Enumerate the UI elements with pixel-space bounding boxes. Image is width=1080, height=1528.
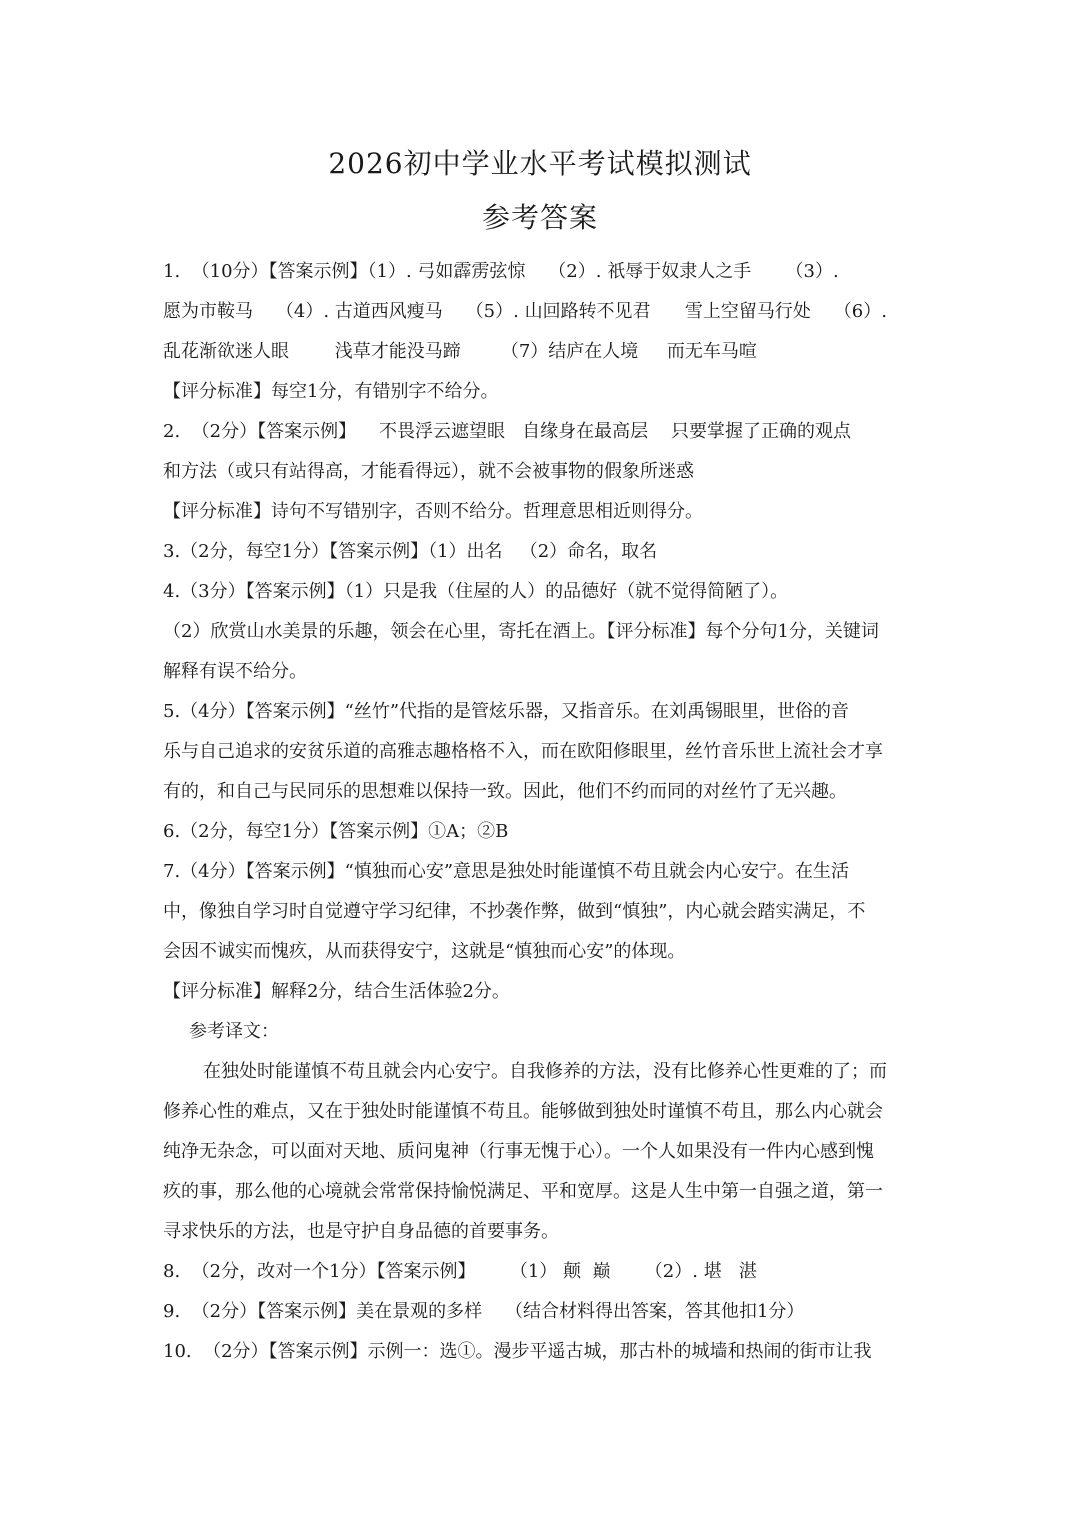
answer-line-q6: 6.（2分，每空1分）【答案示例】①A；②B [163,821,509,842]
answer-line-q10: 10. （2分）【答案示例】示例一：选①。漫步平遥古城，那古朴的城墙和热闹的街市让我 [163,1341,872,1362]
answer-line-q5-b: 乐与自己追求的安贫乐道的高雅志趣格格不入，而在欧阳修眼里，丝竹音乐世上流社会才享 [163,741,883,762]
translation-line-4: 疚的事，那么他的心境就会常常保持愉悦满足、平和宽厚。这是人生中第一自强之道，第一 [163,1181,883,1202]
answer-line-q8: 8. （2分，改对一个1分）【答案示例】 （1） 颠 巅 （2）. 堪 湛 [163,1261,757,1282]
answer-line-q3: 3.（2分，每空1分）【答案示例】（1）出名 （2）命名，取名 [163,541,658,562]
translation-line-5: 寻求快乐的方法，也是守护自身品德的首要事务。 [163,1221,559,1242]
answer-line-q4-c: 解释有误不给分。 [163,661,307,682]
answer-line-q2-b: 和方法（或只有站得高，才能看得远），就不会被事物的假象所迷惑 [163,461,694,482]
scoring-line-q7: 【评分标准】解释2分，结合生活体验2分。 [163,981,510,1002]
answer-line-q4-a: 4.（3分）【答案示例】（1）只是我（住屋的人）的品德好（就不觉得简陋了）。 [163,581,789,602]
answer-line-q9: 9. （2分）【答案示例】美在景观的多样 （结合材料得出答案，答其他扣1分） [163,1301,805,1322]
answer-line-q2-a: 2. （2分）【答案示例】 不畏浮云遮望眼 自缘身在最高层 只要掌握了正确的观点 [163,421,852,442]
answer-line-q1-c: 乱花渐欲迷人眼 浅草才能没马蹄 （7）结庐在人境 而无车马喧 [163,341,757,362]
answer-line-q4-b: （2）欣赏山水美景的乐趣，领会在心里，寄托在酒上。【评分标准】每个分句1分，关键词 [163,621,879,642]
translation-line-2: 修养心性的难点，又在于独处时能谨慎不苟且。能够做到独处时谨慎不苟且，那么内心就会 [163,1101,883,1122]
answer-line-q5-c: 有的，和自己与民同乐的思想难以保持一致。因此，他们不约而同的对丝竹了无兴趣。 [163,781,847,802]
answer-line-q7-a: 7.（4分）【答案示例】“慎独而心安”意思是独处时能谨慎不苟且就会内心安宁。在生活 [163,861,850,882]
answer-content [163,252,923,1372]
document-subtitle: 参考答案 [481,201,598,234]
answer-line-q7-b: 中，像独自学习时自觉遵守学习纪律，不抄袭作弊，做到“慎独”，内心就会踏实满足，不 [163,901,866,922]
answer-line-q5-a: 5.（4分）【答案示例】“丝竹”代指的是管炫乐器，又指音乐。在刘禹锡眼里，世俗的音 [163,701,850,722]
translation-line-3: 纯净无杂念，可以面对天地、质问鬼神（行事无愧于心）。一个人如果没有一件内心感到愧 [163,1141,874,1162]
answer-line-q1-b: 愿为市鞍马 （4）. 古道西风瘦马 （5）. 山回路转不见君 雪上空留马行处 （6）. [163,301,887,322]
answer-line-q7-c: 会因不诚实而愧疚，从而获得安宁，这就是“慎独而心安”的体现。 [163,941,686,962]
answer-line-q1-a: 1. （10分）【答案示例】（1）. 弓如霹雳弦惊 （2）. 祇辱于奴隶人之手 （3）. [163,261,839,282]
scoring-line-q1: 【评分标准】每空1分，有错别字不给分。 [163,381,499,402]
document-title: 2026初中学业水平考试模拟测试 [328,147,752,180]
translation-line-1: 在独处时能谨慎不苟且就会内心安宁。自我修养的方法，没有比修养心性更难的了；而 [203,1061,887,1082]
scoring-line-q2: 【评分标准】诗句不写错别字，否则不给分。哲理意思相近则得分。 [163,501,703,522]
translation-heading: 参考译文： [189,1021,279,1042]
